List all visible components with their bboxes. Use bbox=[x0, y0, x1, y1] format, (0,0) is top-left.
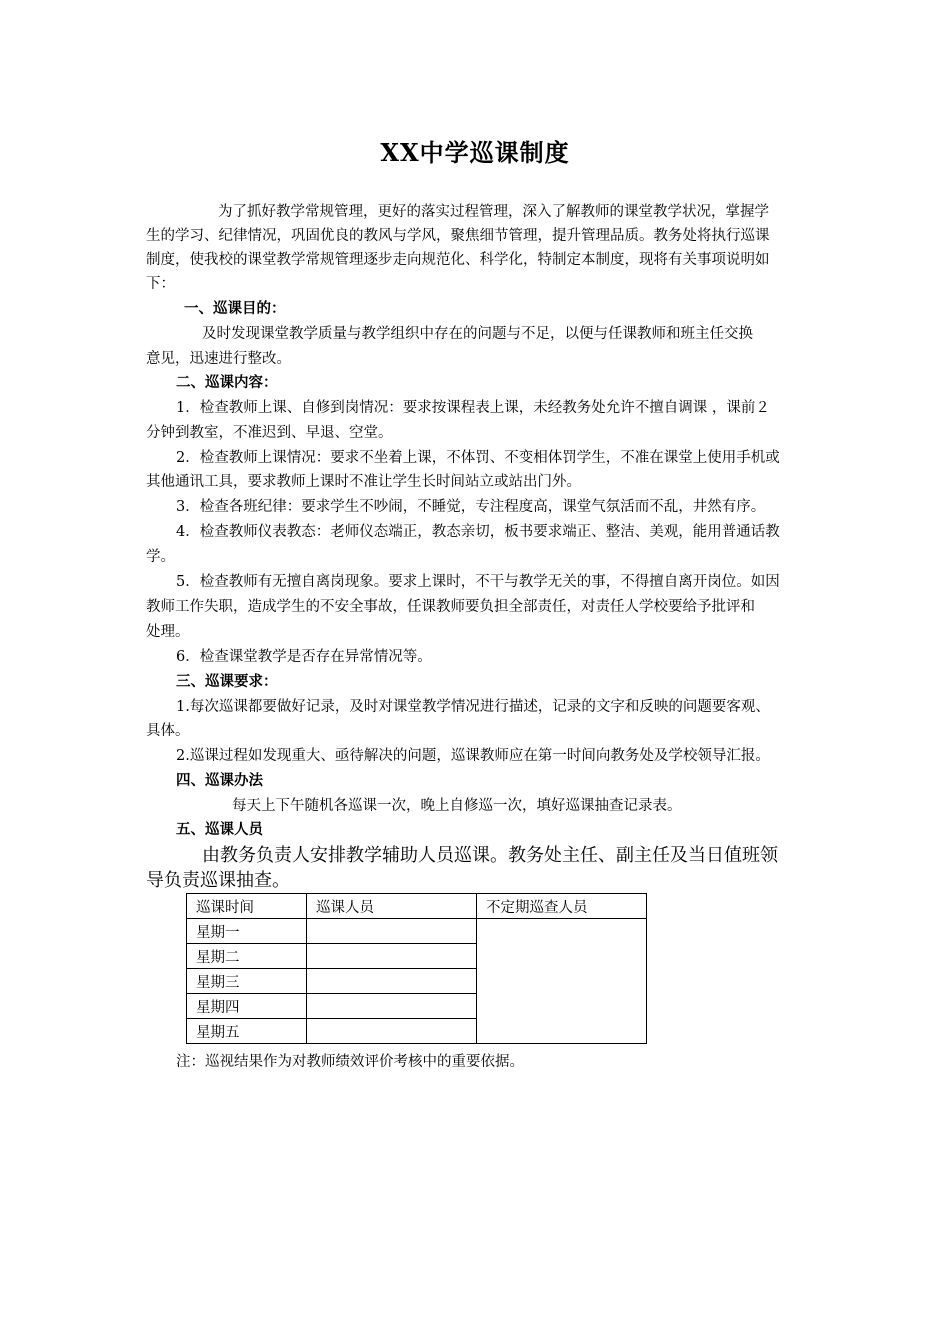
section-2-item-4b: 学。 bbox=[146, 549, 175, 565]
section-2-item-1a: 1．检查教师上课、自修到岗情况：要求按课程表上课，未经教务处允许不擅自调课 ，课前２ bbox=[176, 400, 770, 416]
section-3-heading: 三、巡课要求： bbox=[176, 673, 278, 690]
section-3-item-1b: 具体。 bbox=[146, 723, 190, 739]
table-empty-cell bbox=[307, 1019, 477, 1044]
table-day-cell: 星期三 bbox=[187, 969, 307, 994]
table-day-cell: 星期五 bbox=[187, 1019, 307, 1044]
section-2-item-1b: 分钟到教室，不准迟到、早退、空堂。 bbox=[146, 425, 393, 441]
footnote: 注：巡视结果作为对教师绩效评价考核中的重要依据。 bbox=[176, 1054, 524, 1070]
section-2-heading: 二、巡课内容： bbox=[176, 374, 278, 391]
section-2-item-5a: 5．检查教师有无擅自离岗现象。要求上课时，不干与教学无关的事，不得擅自离开岗位。如因 bbox=[176, 574, 780, 590]
intro-line-3: 制度，使我校的课堂教学常规管理逐步走向规范化、科学化，特制定本制度，现将有关事项说明如 bbox=[146, 252, 770, 268]
section-2-item-3: 3．检查各班纪律：要求学生不吵闹，不睡觉，专注程度高，课堂气氛活而不乱，井然有序。 bbox=[176, 499, 766, 515]
section-3-item-1a: 1.每次巡课都要做好记录，及时对课堂教学情况进行描述，记录的文字和反映的问题要客观、 bbox=[176, 699, 770, 715]
section-4-line-1: 每天上下午随机各巡课一次，晚上自修巡一次，填好巡课抽查记录表。 bbox=[232, 798, 682, 814]
section-4-heading: 四、巡课办法 bbox=[176, 772, 263, 789]
intro-line-4: 下： bbox=[146, 276, 175, 292]
section-1-line-1: 及时发现课堂教学质量与教学组织中存在的问题与不足，以便与任课教师和班主任交换 bbox=[202, 326, 753, 342]
section-2-item-6: 6．检查课堂教学是否存在异常情况等。 bbox=[176, 649, 432, 665]
table-header-cell: 巡课人员 bbox=[307, 894, 477, 919]
table-header-row bbox=[187, 894, 647, 919]
section-2-item-5c: 处理。 bbox=[146, 624, 190, 640]
section-2-item-5b: 教师工作失职，造成学生的不安全事故，任课教师要负担全部责任，对责任人学校要给予批评和 bbox=[146, 599, 755, 615]
section-1-line-2: 意见，迅速进行整改。 bbox=[146, 351, 291, 367]
table-empty-cell bbox=[307, 944, 477, 969]
section-1-heading: 一、巡课目的： bbox=[184, 300, 286, 317]
section-5-line-1: 由教务负责人安排教学辅助人员巡课。教务处主任、副主任及当日值班领 bbox=[202, 845, 778, 866]
patrol-schedule-table bbox=[186, 893, 647, 1044]
section-5-line-2: 导负责巡课抽查。 bbox=[146, 870, 290, 891]
section-3-item-2: 2.巡课过程如发现重大、亟待解决的问题，巡课教师应在第一时间向教务处及学校领导汇报。 bbox=[176, 748, 770, 764]
table-merged-empty-cell bbox=[477, 919, 647, 1044]
table-day-cell: 星期二 bbox=[187, 944, 307, 969]
intro-line-2: 生的学习、纪律情况，巩固优良的教风与学风，聚焦细节管理，提升管理品质。教务处将执行巡课 bbox=[146, 228, 770, 244]
table-header-cell: 不定期巡查人员 bbox=[477, 894, 647, 919]
section-2-item-4a: 4．检查教师仪表教态：老师仪态端正，教态亲切，板书要求端正、整洁、美观，能用普通话教 bbox=[176, 524, 780, 540]
table-empty-cell bbox=[307, 994, 477, 1019]
table-empty-cell bbox=[307, 969, 477, 994]
table-day-cell: 星期一 bbox=[187, 919, 307, 944]
table-row bbox=[187, 919, 647, 944]
section-2-item-2b: 其他通讯工具，要求教师上课时不准让学生长时间站立或站出门外。 bbox=[146, 474, 581, 490]
intro-line-1: 为了抓好教学常规管理，更好的落实过程管理，深入了解教师的课堂教学状况，掌握学 bbox=[218, 204, 769, 220]
section-5-heading: 五、巡课人员 bbox=[176, 821, 263, 838]
table-day-cell: 星期四 bbox=[187, 994, 307, 1019]
section-2-item-2a: 2．检查教师上课情况：要求不坐着上课，不体罚、不变相体罚学生，不准在课堂上使用手机或 bbox=[176, 450, 780, 466]
table-header-cell: 巡课时间 bbox=[187, 894, 307, 919]
document-title: XX中学巡课制度 bbox=[380, 138, 570, 167]
table-empty-cell bbox=[307, 919, 477, 944]
